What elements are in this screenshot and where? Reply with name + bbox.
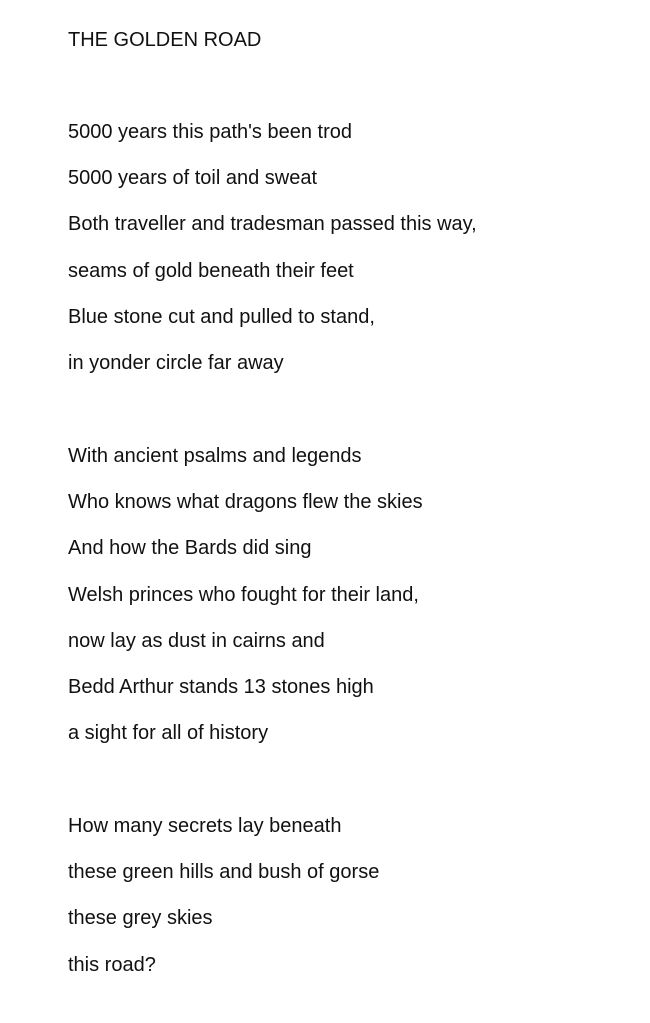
stanza-1 [68, 120, 477, 397]
poem-line: Blue stone cut and pulled to stand, [68, 305, 375, 328]
stanza-2 [68, 444, 423, 767]
poem-line: seams of gold beneath their feet [68, 259, 354, 282]
poem-line: in yonder circle far away [68, 351, 284, 374]
poem-line: Bedd Arthur stands 13 stones high [68, 675, 374, 698]
poem-line: a sight for all of history [68, 722, 269, 745]
poem-line: now lay as dust in cairns and [68, 629, 325, 652]
stanza-3 [68, 814, 379, 999]
poem-line: 5000 years of toil and sweat [68, 167, 318, 190]
poem-line: Who knows what dragons flew the skies [68, 491, 423, 514]
poem-line: 5000 years this path's been trod [68, 121, 353, 143]
poem-line: How many secrets lay beneath [68, 815, 342, 837]
poem-line: And how the Bards did sing [68, 537, 312, 560]
poem-title: THE GOLDEN ROAD [68, 29, 262, 51]
poem-line: these green hills and bush of gorse [68, 861, 380, 884]
poem-line: With ancient psalms and legends [68, 445, 362, 467]
poem-line: these grey skies [68, 907, 213, 930]
poem-page [68, 0, 650, 1023]
poem-line: this road? [68, 953, 156, 976]
poem-line: Welsh princes who fought for their land, [68, 583, 419, 606]
poem-line: Both traveller and tradesman passed this way, [68, 213, 477, 236]
